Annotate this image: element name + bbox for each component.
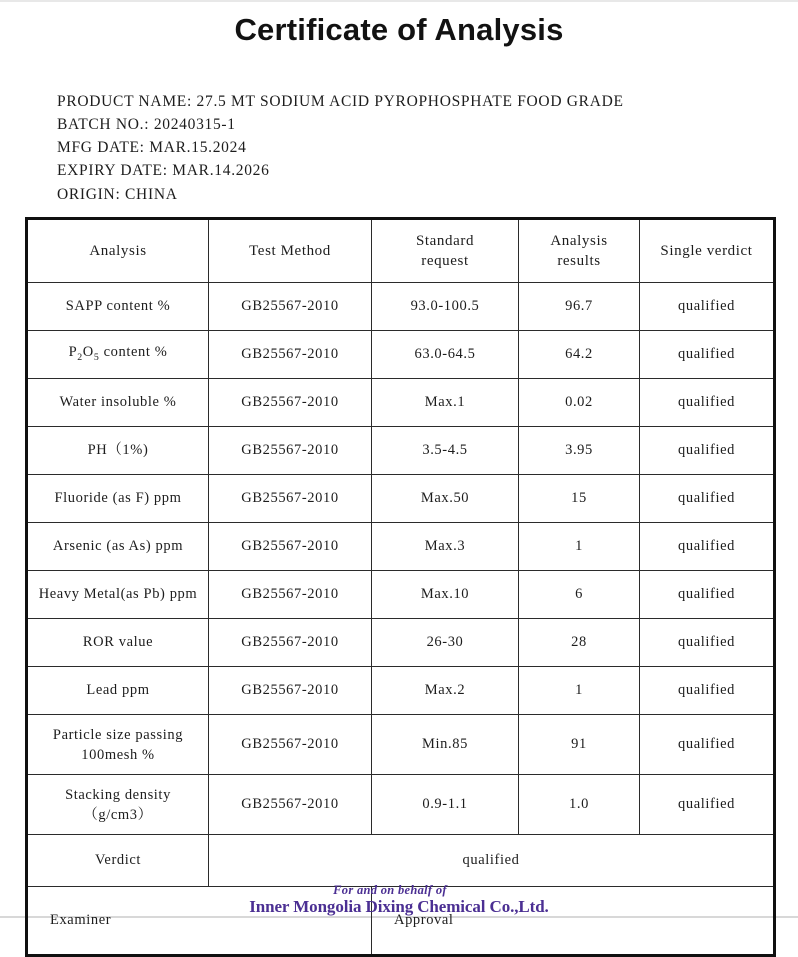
cell-analysis: SAPP content % — [27, 283, 209, 331]
cell-analysis-result: 64.2 — [519, 331, 640, 379]
info-line-expiry-date: EXPIRY DATE: MAR.14.2026 — [57, 162, 270, 180]
column-header-standard-request — [372, 219, 519, 283]
subscript-5: 5 — [93, 351, 100, 363]
cell-analysis-result: 28 — [519, 619, 640, 667]
overall-verdict-row — [27, 835, 775, 887]
cell-analysis: ROR value — [27, 619, 209, 667]
cell-test-method: GB25567-2010 — [209, 427, 372, 475]
examiner-field[interactable]: Examiner — [27, 887, 372, 956]
table-row — [27, 619, 775, 667]
column-header-analysis-results — [519, 219, 640, 283]
cell-standard-request: 26-30 — [372, 619, 519, 667]
cell-test-method: GB25567-2010 — [209, 571, 372, 619]
info-line-batch-no: BATCH NO.: 20240315-1 — [57, 115, 236, 133]
cell-test-method: GB25567-2010 — [209, 475, 372, 523]
cell-single-verdict: qualified — [640, 331, 775, 379]
cell-standard-request: 63.0-64.5 — [372, 331, 519, 379]
cell-standard-request: Max.50 — [372, 475, 519, 523]
cell-single-verdict: qualified — [640, 775, 775, 835]
cell-standard-request: Max.10 — [372, 571, 519, 619]
cell-analysis: $P_2O_5$ content % — [27, 331, 209, 379]
cell-analysis-result: 91 — [519, 715, 640, 775]
cell-analysis-result: 3.95 — [519, 427, 640, 475]
subscript-2: 2 — [77, 351, 83, 363]
cell-analysis-result: 1 — [519, 667, 640, 715]
info-line-mfg-date: MFG DATE: MAR.15.2024 — [57, 139, 247, 157]
cell-analysis-line1: Particle size passing — [52, 726, 184, 743]
info-line-origin: ORIGIN: CHINA — [57, 185, 178, 203]
column-header-analysis: Analysis — [27, 219, 209, 283]
cell-analysis: Heavy Metal(as Pb) ppm — [27, 571, 209, 619]
overall-verdict-value: qualified — [209, 835, 775, 887]
table-row — [27, 379, 775, 427]
cell-standard-request: 93.0-100.5 — [372, 283, 519, 331]
product-info-block — [0, 90, 798, 206]
table-row — [27, 667, 775, 715]
column-header-single-verdict: Single verdict — [640, 219, 775, 283]
cell-standard-request: 0.9-1.1 — [372, 775, 519, 835]
cell-single-verdict: qualified — [640, 427, 775, 475]
analysis-table-container — [25, 217, 773, 957]
table-header-row — [27, 219, 775, 283]
column-header-standard-request-line1: Standard — [415, 233, 475, 249]
table-row — [27, 331, 775, 379]
cell-test-method: GB25567-2010 — [209, 331, 372, 379]
cell-analysis: Arsenic (as As) ppm — [27, 523, 209, 571]
cell-test-method: GB25567-2010 — [209, 619, 372, 667]
cell-single-verdict: qualified — [640, 523, 775, 571]
cell-standard-request: Max.2 — [372, 667, 519, 715]
column-header-analysis-results-line1: Analysis — [550, 233, 608, 249]
cell-single-verdict: qualified — [640, 619, 775, 667]
stamp-line-behalf: For and on behalf of — [333, 883, 447, 897]
cell-single-verdict: qualified — [640, 667, 775, 715]
column-header-analysis-results-line2: results — [557, 253, 601, 269]
cell-single-verdict: qualified — [640, 475, 775, 523]
cell-analysis-line2: 100mesh % — [81, 746, 155, 763]
cell-test-method: GB25567-2010 — [209, 715, 372, 775]
cell-standard-request: Min.85 — [372, 715, 519, 775]
column-header-test-method: Test Method — [209, 219, 372, 283]
table-row — [27, 427, 775, 475]
table-row — [27, 475, 775, 523]
cell-test-method: GB25567-2010 — [209, 775, 372, 835]
cell-analysis: Water insoluble % — [27, 379, 209, 427]
table-row — [27, 715, 775, 775]
page-title: Certificate of Analysis — [234, 12, 564, 47]
table-row — [27, 523, 775, 571]
cell-analysis: PH（1%) — [27, 427, 209, 475]
column-header-standard-request-line2: request — [421, 253, 469, 269]
cell-analysis-result: 1.0 — [519, 775, 640, 835]
info-line-product-name: PRODUCT NAME: 27.5 MT SODIUM ACID PYROPHOSPHATE FOOD GRADE — [57, 92, 624, 110]
cell-single-verdict: qualified — [640, 715, 775, 775]
table-row — [27, 283, 775, 331]
cell-standard-request: 3.5-4.5 — [372, 427, 519, 475]
cell-analysis-result: 96.7 — [519, 283, 640, 331]
cell-test-method: GB25567-2010 — [209, 667, 372, 715]
approval-field[interactable]: Approval — [372, 887, 775, 956]
analysis-table — [25, 217, 776, 957]
cell-test-method: GB25567-2010 — [209, 523, 372, 571]
cell-analysis-result: 1 — [519, 523, 640, 571]
table-row — [27, 571, 775, 619]
overall-verdict-label: Verdict — [27, 835, 209, 887]
cell-analysis — [27, 715, 209, 775]
cell-analysis-result: 0.02 — [519, 379, 640, 427]
cell-test-method: GB25567-2010 — [209, 379, 372, 427]
signature-row — [27, 887, 775, 956]
cell-analysis — [27, 775, 209, 835]
cell-single-verdict: qualified — [640, 571, 775, 619]
table-row — [27, 775, 775, 835]
stamp-line-company: Inner Mongolia Dixing Chemical Co.,Ltd. — [249, 897, 549, 916]
cell-analysis: Lead ppm — [27, 667, 209, 715]
cell-analysis: Fluoride (as F) ppm — [27, 475, 209, 523]
cell-analysis-line1: Stacking density — [65, 786, 171, 803]
cell-single-verdict: qualified — [640, 379, 775, 427]
cell-standard-request: Max.3 — [372, 523, 519, 571]
cell-analysis-result: 6 — [519, 571, 640, 619]
cell-analysis-line2: （g/cm3） — [83, 806, 153, 823]
cell-analysis-result: 15 — [519, 475, 640, 523]
cell-standard-request: Max.1 — [372, 379, 519, 427]
cell-single-verdict: qualified — [640, 283, 775, 331]
cell-test-method: GB25567-2010 — [209, 283, 372, 331]
